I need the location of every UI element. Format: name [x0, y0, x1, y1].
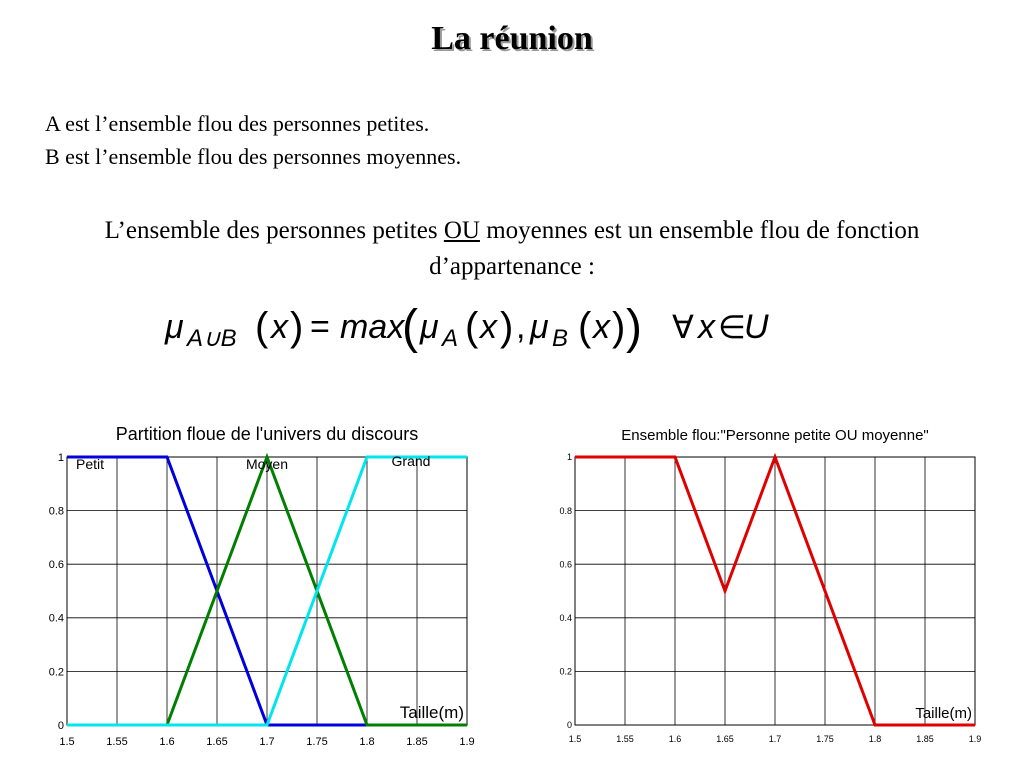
y-tick-label: 0: [57, 719, 64, 732]
chart-title: Partition floue de l'univers du discours: [115, 425, 419, 444]
formula-close-paren-2: ): [500, 305, 514, 349]
series-label-moyen: Moyen: [245, 456, 289, 472]
formula-mu: μ: [165, 308, 184, 346]
formula-comma: ,: [516, 308, 526, 346]
para-before: L’ensemble des personnes petites: [104, 217, 444, 244]
formula-x-3: x: [593, 308, 610, 346]
y-tick-label: 0.6: [48, 559, 64, 572]
x-tick-label: 1.7: [768, 734, 782, 744]
para-after: moyennes est un ensemble flou de fonction d’appartenance :: [429, 217, 920, 280]
x-tick-label: 1.75: [306, 736, 328, 748]
formula-max: max: [340, 308, 405, 346]
formula-big-close-paren: ): [626, 301, 642, 354]
formula-close-paren-3: ): [612, 305, 626, 349]
x-tick-label: 1.6: [668, 734, 682, 744]
formula-close-paren-1: ): [290, 305, 304, 349]
para-emphasis-ou: OU: [443, 217, 480, 244]
formula-mu-a: μ: [420, 308, 439, 346]
y-tick-label: 1: [57, 451, 64, 464]
y-tick-label: 0.4: [48, 612, 64, 625]
x-tick-label: 1.65: [716, 734, 734, 744]
formula-equals: =: [310, 308, 330, 346]
x-tick-label: 1.9: [968, 734, 982, 744]
x-tick-label: 1.5: [59, 736, 75, 748]
formula-x-1: x: [271, 308, 288, 346]
x-tick-label: 1.65: [206, 736, 228, 748]
y-tick-label: 0.8: [48, 505, 64, 518]
formula-in: ∈: [718, 309, 746, 345]
x-tick-label: 1.55: [616, 734, 634, 744]
text-line-a: A est l’ensemble flou des personnes petites.: [45, 111, 430, 136]
x-axis-label: Taille(m): [399, 703, 464, 722]
x-tick-label: 1.9: [459, 736, 475, 748]
series-label-petit: Petit: [75, 456, 105, 472]
formula-open-paren-1: (: [255, 305, 269, 349]
chart-title: Ensemble flou:"Personne petite OU moyenne": [621, 427, 929, 444]
y-tick-label: 0.2: [559, 666, 572, 677]
y-tick-label: 0.8: [559, 505, 572, 516]
union-definition-paragraph: [30, 213, 994, 285]
formula-forall: ∀: [672, 309, 694, 345]
formula-mu-b: μ: [530, 308, 549, 346]
formula-sub-union: A∪B: [187, 325, 237, 352]
formula-open-paren-2: (: [465, 305, 479, 349]
y-tick-label: 0.4: [559, 612, 572, 623]
x-tick-label: 1.7: [259, 736, 275, 748]
formula-big-open-paren: (: [402, 301, 418, 354]
formula-universe: U: [744, 308, 769, 346]
x-tick-label: 1.55: [106, 736, 128, 748]
y-tick-label: 0.6: [559, 559, 572, 570]
series-label-grand: Grand: [391, 453, 431, 469]
formula-x-4: x: [698, 308, 715, 346]
x-tick-label: 1.8: [868, 734, 882, 744]
x-tick-label: 1.8: [359, 736, 375, 748]
text-line-b: B est l’ensemble flou des personnes moyennes.: [45, 144, 462, 169]
formula-sub-b: B: [552, 325, 569, 352]
y-tick-label: 0.2: [48, 666, 64, 679]
formula-sub-a: A: [442, 325, 459, 352]
x-tick-label: 1.6: [159, 736, 175, 748]
partition-chart: [40, 425, 480, 755]
formula-x-2: x: [480, 308, 497, 346]
formula-open-paren-3: (: [578, 305, 592, 349]
x-tick-label: 1.85: [406, 736, 428, 748]
union-membership-formula: [160, 298, 800, 358]
x-tick-label: 1.5: [568, 734, 582, 744]
union-chart: [545, 425, 990, 755]
x-tick-label: 1.85: [916, 734, 934, 744]
y-tick-label: 1: [566, 452, 572, 463]
slide-title: La réunion: [431, 20, 593, 57]
y-tick-label: 0: [566, 720, 572, 731]
x-axis-label: Taille(m): [915, 705, 972, 722]
x-tick-label: 1.75: [816, 734, 834, 744]
